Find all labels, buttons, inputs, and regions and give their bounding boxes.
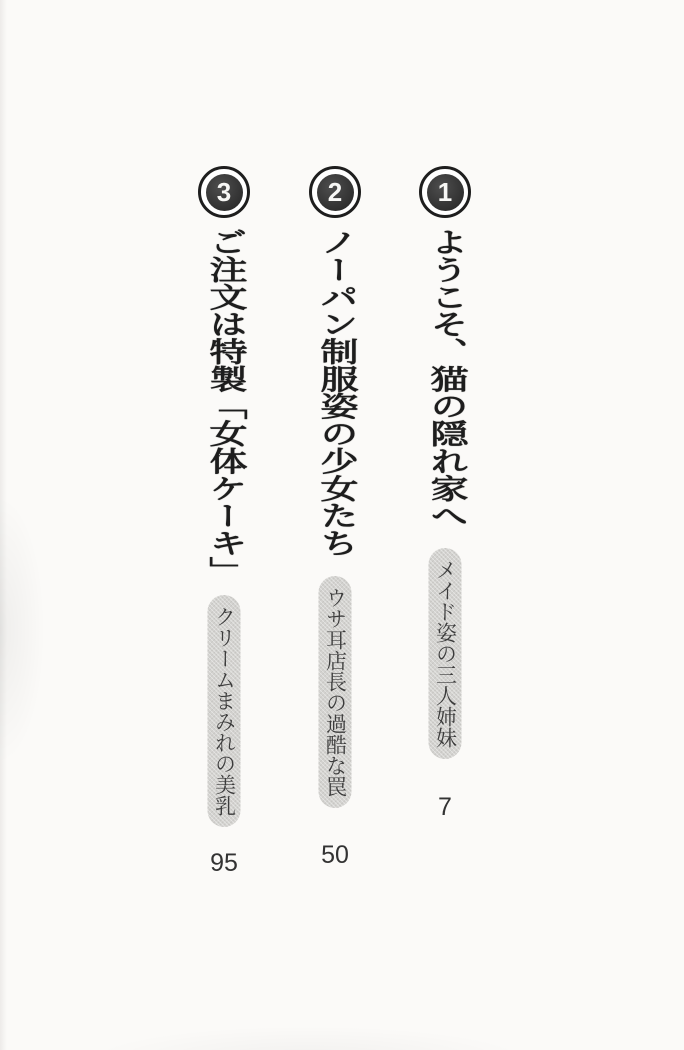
chapter-2-number: 2 [317, 174, 354, 211]
chapter-2-page-number: 50 [321, 841, 349, 869]
chapter-3-subtitle: クリームまみれの美乳 [208, 595, 241, 827]
toc-entry-chapter-3 [189, 0, 259, 1050]
chapter-3-title: ご注文は特製「女体ケーキ」 [203, 228, 245, 584]
chapter-2-title: ノーパン制服姿の少女たち [314, 228, 356, 557]
chapter-1-title: ようこそ、猫の隠れ家へ [424, 228, 466, 529]
toc-entry-chapter-1 [410, 0, 480, 1050]
chapter-3-circle-badge [198, 166, 250, 218]
chapter-1-subtitle: メイド姿の三人姉妹 [429, 548, 462, 759]
chapter-3-page-number: 95 [210, 849, 238, 877]
chapter-1-number: 1 [427, 174, 464, 211]
chapter-2-circle-badge [309, 166, 361, 218]
toc-entry-chapter-2 [300, 0, 370, 1050]
chapter-1-page-number: 7 [438, 793, 452, 821]
chapter-2-subtitle: ウサ耳店長の過酷な罠 [319, 576, 352, 808]
chapter-3-number: 3 [206, 174, 243, 211]
chapter-1-circle-badge [419, 166, 471, 218]
